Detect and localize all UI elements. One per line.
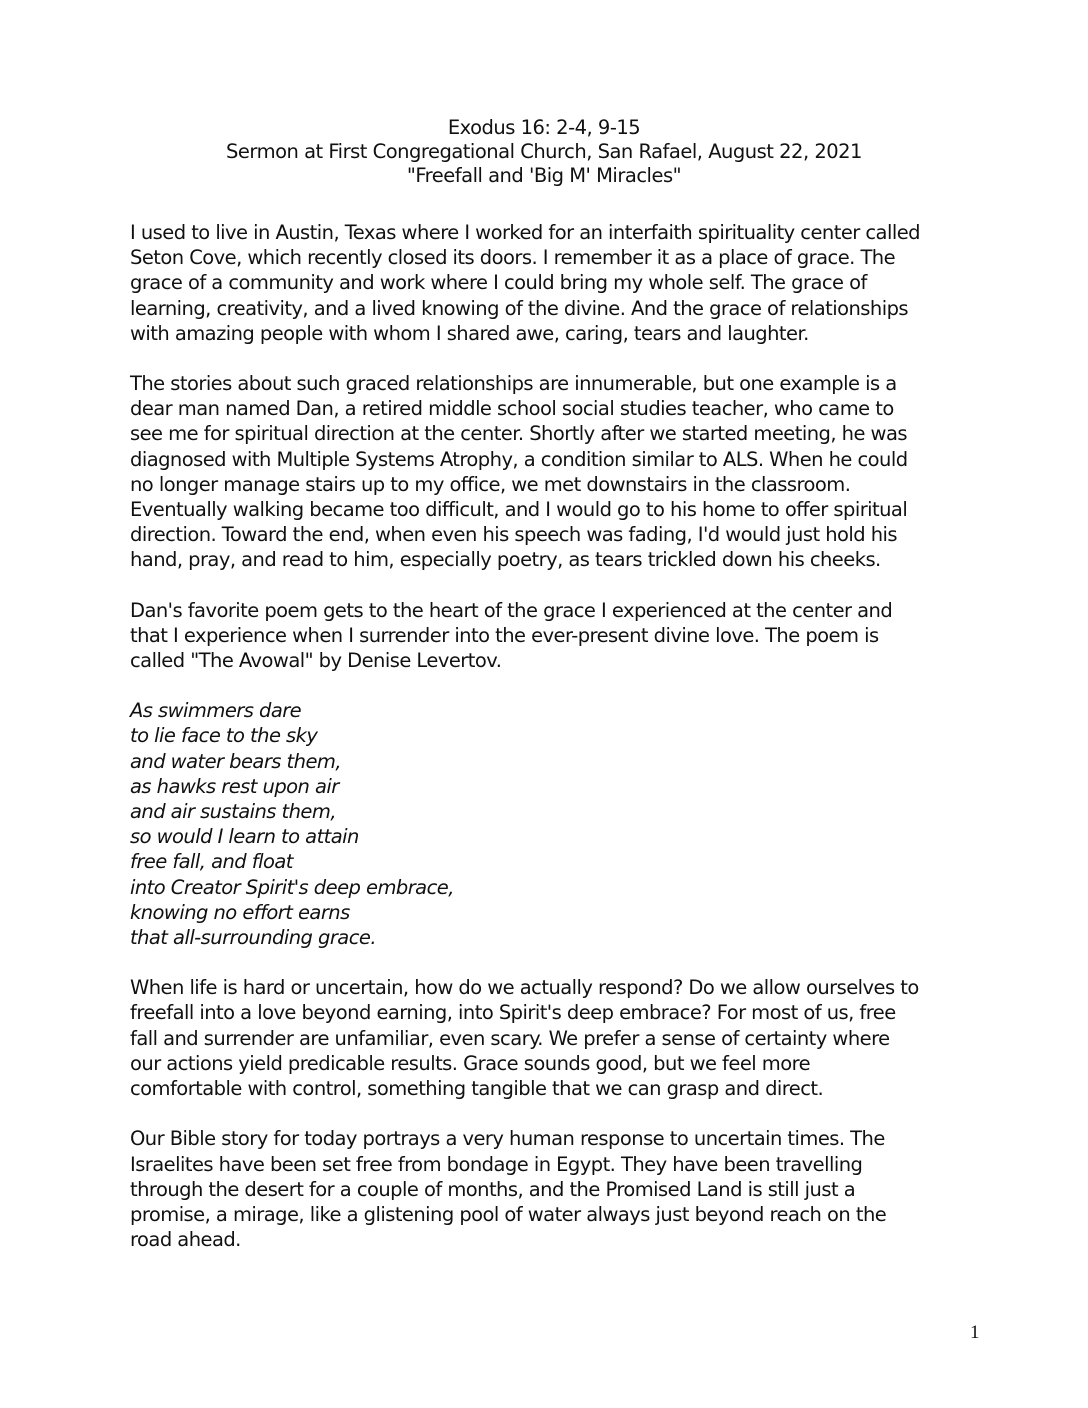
text-line: promise, a mirage, like a glistening pool of water always just beyond reach on the xyxy=(130,1202,887,1226)
paragraph-favorite-poem xyxy=(130,598,990,674)
sermon-occasion: Sermon at First Congregational Church, San Rafael, August 22, 2021 xyxy=(226,140,862,163)
text-line: see me for spiritual direction at the center. Shortly after we started meeting, he was xyxy=(130,422,907,446)
text-line: with amazing people with whom I shared awe, caring, tears and laughter. xyxy=(130,321,809,345)
text-line: Our Bible story for today portrays a very human response to uncertain times. The xyxy=(130,1127,885,1151)
sermon-body xyxy=(130,220,990,1277)
paragraph-seton-cove xyxy=(130,220,990,346)
text-line: comfortable with control, something tangible that we can grasp and direct. xyxy=(130,1077,824,1101)
poem-line: As swimmers dare xyxy=(130,699,302,723)
poem-line: that all-surrounding grace. xyxy=(130,926,376,950)
poem-line: so would I learn to attain xyxy=(130,825,359,849)
poem-line: and air sustains them, xyxy=(130,800,336,824)
poem-line: to lie face to the sky xyxy=(130,724,318,748)
text-line: dear man named Dan, a retired middle school social studies teacher, who came to xyxy=(130,397,894,421)
text-line: Seton Cove, which recently closed its doors. I remember it as a place of grace. The xyxy=(130,246,896,270)
text-line: Dan's favorite poem gets to the heart of the grace I experienced at the center and xyxy=(130,598,893,622)
text-line: hand, pray, and read to him, especially poetry, as tears trickled down his cheeks. xyxy=(130,548,881,572)
text-line: that I experience when I surrender into the ever-present divine love. The poem is xyxy=(130,623,879,647)
text-line: The stories about such graced relationships are innumerable, but one example is a xyxy=(130,372,897,396)
text-line: Israelites have been set free from bondage in Egypt. They have been travelling xyxy=(130,1152,863,1176)
text-line: our actions yield predicable results. Grace sounds good, but we feel more xyxy=(130,1051,811,1075)
poem-line: free fall, and float xyxy=(130,850,293,874)
text-line: through the desert for a couple of months, and the Promised Land is still just a xyxy=(130,1177,856,1201)
text-line: road ahead. xyxy=(130,1228,241,1252)
paragraph-freefall xyxy=(130,975,990,1101)
poem-line: and water bears them, xyxy=(130,749,341,773)
paragraph-bible-story xyxy=(130,1126,990,1252)
text-line: grace of a community and work where I could bring my whole self. The grace of xyxy=(130,271,867,295)
scripture-reference: Exodus 16: 2-4, 9-15 xyxy=(447,116,641,139)
poem-line: as hawks rest upon air xyxy=(130,774,339,798)
sermon-header xyxy=(0,116,1088,188)
poem-the-avowal xyxy=(130,698,990,950)
poem-line: knowing no effort earns xyxy=(130,900,350,924)
text-line: fall and surrender are unfamiliar, even scary. We prefer a sense of certainty where xyxy=(130,1026,890,1050)
text-line: direction. Toward the end, when even his speech was fading, I'd would just hold his xyxy=(130,523,898,547)
page-number: 1 xyxy=(970,1322,980,1343)
poem-line: into Creator Spirit's deep embrace, xyxy=(130,875,454,899)
paragraph-dan-story xyxy=(130,371,990,573)
text-line: I used to live in Austin, Texas where I worked for an interfaith spirituality center called xyxy=(130,221,920,244)
text-line: called "The Avowal" by Denise Levertov. xyxy=(130,649,502,673)
text-line: Eventually walking became too difficult, and I would go to his home to offer spiritual xyxy=(130,498,908,522)
text-line: no longer manage stairs up to my office, we met downstairs in the classroom. xyxy=(130,472,851,496)
sermon-title: "Freefall and 'Big M' Miracles" xyxy=(406,164,682,187)
text-line: learning, creativity, and a lived knowing of the divine. And the grace of relationships xyxy=(130,296,909,320)
text-line: diagnosed with Multiple Systems Atrophy, a condition similar to ALS. When he could xyxy=(130,447,908,471)
text-line: freefall into a love beyond earning, into Spirit's deep embrace? For most of us, free xyxy=(130,1001,896,1025)
text-line: When life is hard or uncertain, how do we actually respond? Do we allow ourselves to xyxy=(130,976,919,1000)
